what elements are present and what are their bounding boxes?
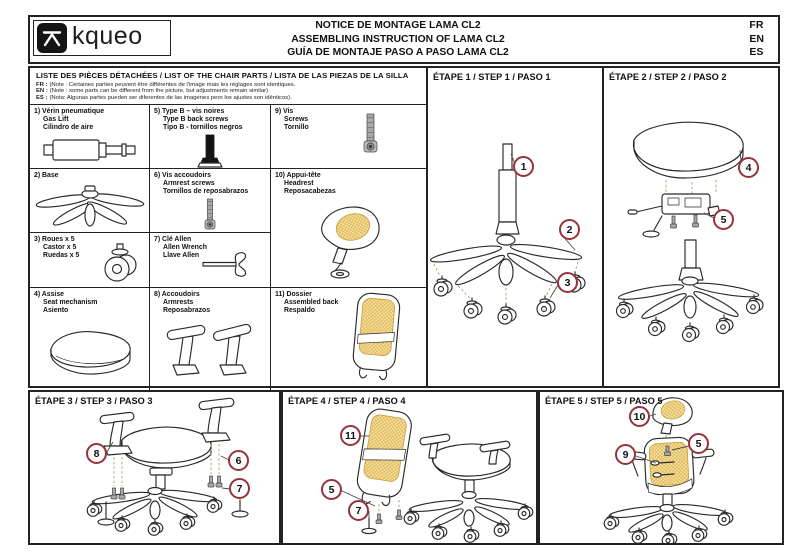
parts-list-title: LISTE DES PIÈCES DÉTACHÉES / LIST OF THE CHAIR PARTS / LISTA DE LAS PIEZAS DE LA SILLA bbox=[36, 71, 409, 80]
part-label: 1) Vérin pneumatique Gas Lift Cilindro de aire bbox=[34, 108, 105, 132]
step-5-title: ÉTAPE 5 / STEP 5 / PASO 5 bbox=[545, 396, 663, 406]
parts-table bbox=[30, 105, 426, 390]
part-cell-4 bbox=[30, 288, 150, 390]
armrest-screw-icon bbox=[201, 198, 219, 233]
lang-es: ES bbox=[749, 46, 764, 59]
part-cell-8 bbox=[150, 288, 271, 390]
parts-list-panel bbox=[30, 68, 428, 386]
note-en: EN : (Note : some parts can be different from the picture, but adjustments remain similar) bbox=[36, 88, 269, 95]
part-cell-5 bbox=[150, 105, 271, 169]
part-label: 3) Roues x 5 Castor x 5 Ruedas x 5 bbox=[34, 236, 80, 260]
title-line-es: GUÍA DE MONTAJE PASO A PASO LAMA CL2 bbox=[287, 47, 509, 59]
step-2-illustration bbox=[604, 88, 778, 384]
step-4-title: ÉTAPE 4 / STEP 4 / PASO 4 bbox=[288, 396, 406, 406]
part-cell-9 bbox=[271, 105, 426, 169]
callout-11: 11 bbox=[340, 425, 361, 446]
callout-1: 1 bbox=[513, 156, 534, 177]
callout-2: 2 bbox=[559, 219, 580, 240]
callout-5b: 5 bbox=[321, 479, 342, 500]
step-1-title: ÉTAPE 1 / STEP 1 / PASO 1 bbox=[433, 72, 551, 82]
screw-icon bbox=[361, 113, 381, 159]
lang-fr: FR bbox=[749, 19, 764, 31]
caster-wheel-icon bbox=[101, 243, 141, 285]
step-4-panel bbox=[281, 390, 538, 545]
black-screw-icon bbox=[197, 134, 223, 169]
step-3-panel bbox=[28, 390, 281, 545]
parts-list-heading bbox=[30, 68, 426, 105]
step-1-panel bbox=[428, 68, 604, 386]
allen-wrench-icon bbox=[202, 249, 256, 281]
callout-7: 7 bbox=[229, 478, 250, 499]
part-label: 5) Type B – vis noires Type B back screws Tipo B - tornillos negros bbox=[154, 108, 243, 132]
part-label: 7) Clé Allen Allen Wrench Llave Allen bbox=[154, 236, 207, 260]
kqueo-logo-icon bbox=[37, 23, 67, 53]
callout-5: 5 bbox=[713, 209, 734, 230]
document-title bbox=[150, 19, 646, 60]
step-4-illustration bbox=[283, 392, 536, 543]
callout-8: 8 bbox=[86, 443, 107, 464]
part-label: 9) Vis Screws Tornillo bbox=[275, 108, 309, 132]
callout-4: 4 bbox=[738, 157, 759, 178]
step-2-title: ÉTAPE 2 / STEP 2 / PASO 2 bbox=[609, 72, 727, 82]
part-label: 8) Accoudoirs Armrests Reposabrazos bbox=[154, 291, 211, 315]
part-cell-6 bbox=[150, 169, 271, 233]
armrests-icon bbox=[163, 317, 257, 387]
callout-10: 10 bbox=[629, 406, 650, 427]
callout-5c: 5 bbox=[688, 433, 709, 454]
assembled-back-icon bbox=[344, 292, 410, 384]
step-3-title: ÉTAPE 3 / STEP 3 / PASO 3 bbox=[35, 396, 153, 406]
part-cell-7 bbox=[150, 233, 271, 288]
part-cell-11 bbox=[271, 288, 426, 390]
seat-icon bbox=[39, 323, 141, 379]
callout-7b: 7 bbox=[348, 500, 369, 521]
part-label: 10) Appui-tête Headrest Reposacabezas bbox=[275, 172, 336, 196]
part-label: 2) Base bbox=[34, 172, 59, 180]
header bbox=[28, 15, 780, 64]
headrest-icon bbox=[312, 202, 386, 282]
step-2-panel bbox=[604, 68, 778, 386]
title-line-en: ASSEMBLING INSTRUCTION OF LAMA CL2 bbox=[291, 33, 505, 45]
gas-lift-icon bbox=[42, 134, 138, 166]
part-cell-2 bbox=[30, 169, 150, 233]
part-label: 4) Assise Seat mechanism Asiento bbox=[34, 291, 98, 315]
step-5-illustration bbox=[540, 392, 782, 543]
callout-9: 9 bbox=[615, 444, 636, 465]
part-cell-1 bbox=[30, 105, 150, 169]
base-icon bbox=[35, 182, 145, 230]
callout-3: 3 bbox=[557, 272, 578, 293]
lang-en: EN bbox=[749, 32, 764, 45]
note-es: ES : (Nota: Algunas partes pueden ser diferentes de las imagenes pero los ajustes son idénticos). bbox=[36, 95, 292, 102]
language-codes bbox=[749, 19, 764, 60]
note-fr: FR : (Note : Certaines parties peuvent être différentes de l'image mais les réglages sont identiques. bbox=[36, 81, 296, 88]
part-label: 6) Vis accoudoirs Armrest screws Tornillos de reposabrazos bbox=[154, 172, 249, 196]
title-line-fr: NOTICE DE MONTAGE LAMA CL2 bbox=[315, 20, 481, 31]
callout-6: 6 bbox=[228, 450, 249, 471]
main-section bbox=[28, 66, 780, 388]
step-5-panel bbox=[538, 390, 784, 545]
part-cell-10 bbox=[271, 169, 426, 288]
brand-name: kqueo bbox=[72, 21, 143, 50]
part-cell-3 bbox=[30, 233, 150, 288]
part-label: 11) Dossier Assembled back Respaldo bbox=[275, 291, 339, 315]
